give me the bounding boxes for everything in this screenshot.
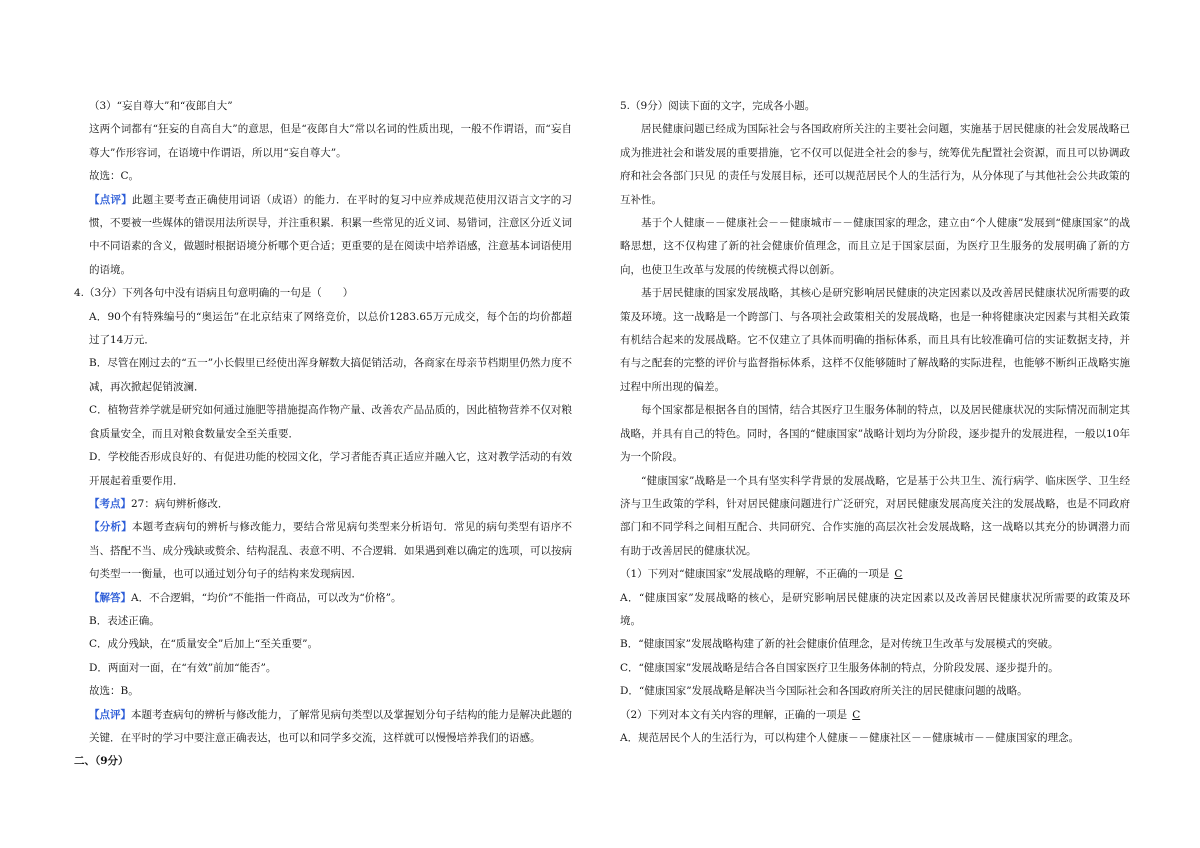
question-4-option-c: C．植物营养学就是研究如何通过施肥等措施提高作物产量、改善农产品品质的，因此植物营养不仅对粮食质量安全，而且对粮食数量安全至关重要． — [89, 404, 572, 440]
item3-title: （3）“妄自尊大”和“夜郎自大” — [89, 100, 233, 112]
jieda-text: A．不合逻辑，“均价”不能指一件商品，可以改为“价格”。 — [131, 591, 402, 604]
subquestion-1-option-c: C．“健康国家”发展战略是结合各自国家医疗卫生服务体制的特点，分阶段发展、逐步提升的。 — [620, 661, 1059, 674]
section-2-heading: 二、（9分） — [74, 755, 129, 768]
subquestion-2-option-a: A．规范居民个人的生活行为，可以构建个人健康－－健康社区－－健康城市－－健康国家的理念。 — [620, 731, 1080, 744]
subquestion-1-answer: C — [894, 568, 903, 581]
kaodian-tag: 【考点】 — [89, 497, 131, 510]
fenxi-tag: 【分析】 — [89, 521, 132, 534]
comment2-tag: 【点评】 — [89, 708, 131, 721]
subquestion-1-text: （1）下列对“健康国家”发展战略的理解，不正确的一项是 — [620, 568, 890, 581]
item3-choice: 故选：C。 — [89, 170, 140, 183]
question-4-option-b: B．尽管在刚过去的“五一”小长假里已经使出浑身解数大搞促销活动，各商家在母亲节档期里仍然力度不减，再次掀起促销波澜． — [89, 357, 572, 393]
question-5-stem: 5.（9分）阅读下面的文字，完成各小题。 — [620, 100, 816, 112]
passage-paragraph-5: “健康国家”战略是一个具有坚实科学背景的发展战略，它是基于公共卫生、流行病学、临床医学、卫生经济与卫生政策的学科，针对居民健康问题进行广泛研究，对居民健康发展高度关注的发展战略，也是不同政府部门和不同学科之间相互配合、共同研究、合作实施的高层次社会发展战略，这一战略以其充分的协调潜力而有助于改善居民的健康状况。 — [620, 474, 1130, 557]
kaodian-paragraph — [74, 493, 572, 516]
subquestion-1-option-b: B．“健康国家”发展战略构建了新的社会健康价值理念，是对传统卫生改革与发展模式的突破。 — [620, 638, 1059, 651]
subquestion-2-text: （2）下列对本文有关内容的理解，正确的一项是 — [620, 708, 848, 721]
subquestion-1-option-a: A．“健康国家”发展战略的核心，是研究影响居民健康的决定因素以及改善居民健康状况所需要的政策及环境。 — [620, 591, 1130, 627]
passage-paragraph-1: 居民健康问题已经成为国际社会与各国政府所关注的主要社会问题，实施基于居民健康的社会发展战略已成为推进社会和谐发展的重要措施，它不仅可以促进全社会的参与，统筹优先配置社会资源，而且可以协调政府和社会各部门只见 的责任与发展目标，还可以规范居民个人的生活行为，从分体现了与其他社会公共政策的互补性。 — [620, 123, 1130, 206]
jieda-tag: 【解答】 — [89, 591, 131, 604]
comment-paragraph — [74, 189, 572, 283]
comment2-paragraph — [74, 704, 572, 751]
subquestion-1-stem — [620, 563, 1130, 586]
fenxi-text: 本题考查病句的辨析与修改能力，要结合常见病句类型来分析语句．常见的病句类型有语序不当、搭配不当、成分残缺或赘余、结构混乱、表意不明、不合逻辑．如果遇到难以确定的选项，可以按病句类型一一衡量，也可以通过划分句子的结构来发现病因． — [89, 521, 573, 581]
passage-paragraph-4: 每个国家都是根据各自的国情，结合其医疗卫生服务体制的特点，以及居民健康状况的实际情况而制定其战略，并具有自己的特色。同时，各国的“健康国家”战略计划均为分阶段，逐步提升的发展进程，一般以10年为一个阶段。 — [620, 404, 1130, 464]
passage-paragraph-2: 基于个人健康－－健康社会－－健康城市－－健康国家的理念，建立由“个人健康”发展到“健康国家”的战略思想，这不仅构建了新的社会健康价值理念，而且立足于国家层面，为医疗卫生服务的发展明确了新的方向，也使卫生改革与发展的传统模式得以创新。 — [620, 217, 1130, 276]
left-column — [74, 95, 572, 774]
comment-tag: 【点评】 — [89, 193, 132, 206]
fenxi-paragraph — [74, 516, 572, 586]
right-column — [620, 95, 1130, 750]
subquestion-2-answer: C — [852, 708, 861, 721]
jieda-b: B．表述正确。 — [89, 614, 160, 627]
question-4-choice: 故选：B。 — [89, 685, 139, 698]
subquestion-2-stem — [620, 704, 1130, 727]
passage-paragraph-3: 基于居民健康的国家发展战略，其核心是研究影响居民健康的决定因素以及改善居民健康状况所需要的政策及环境。这一战略是一个跨部门、与各项社会政策相关的发展战略，也是一种将健康决定因素与其相关政策有机结合起来的发展战略。它不仅建立了具体而明确的指标体系，而且具有比较准确可信的实证数据支持，并有与之配套的完整的评价与监督指标体系，这样不仅能够随时了解战略的实际进程，也能够不断纠正战略实施过程中所出现的偏差。 — [620, 287, 1130, 393]
comment-text: 此题主要考查正确使用词语（成语）的能力．在平时的复习中应养成规范使用汉语言文字的习惯，不要被一些媒体的错误用法所误导，并注重积累．积累一些常见的近义词、易错词，注意区分近义词中不同语素的含义，做题时根据语境分析哪个更合适；更重要的是在阅读中培养语感，注意基本词语使用的语境。 — [89, 193, 573, 276]
subquestion-1-option-d: D．“健康国家”发展战略是解决当今国际社会和各国政府所关注的居民健康问题的战略。 — [620, 685, 1028, 698]
comment2-text: 本题考查病句的辨析与修改能力，了解常见病句类型以及掌握划分句子结构的能力是解决此题的关键．在平时的学习中要注意正确表达，也可以和同学多交流，这样就可以慢慢培养我们的语感。 — [89, 708, 572, 744]
jieda-c: C．成分残缺，在“质量安全”后加上“至关重要”。 — [89, 638, 319, 651]
kaodian-text: 27：病句辨析修改． — [131, 497, 229, 510]
question-4-option-a: A．90个有特殊编号的“奥运缶”在北京结束了网络竞价，以总价1283.65万元成交，每个缶的均价都超过了14万元． — [89, 310, 572, 347]
question-4-stem: 4.（3分）下列各句中没有语病且句意明确的一句是（ ） — [74, 287, 354, 300]
jieda-paragraph — [74, 587, 572, 610]
item3-body: 这两个词都有“狂妄的自高自大”的意思，但是“夜郎自大”常以名词的性质出现，一般不作谓语，而“妄自尊大”作形容词，在语境中作谓语，所以用“妄自尊大”。 — [89, 123, 572, 159]
jieda-d: D．两面对一面，在“有效”前加“能否”。 — [89, 661, 277, 674]
question-4-option-d: D．学校能否形成良好的、有促进功能的校园文化，学习者能否真正适应并融入它，这对教学活动的有效开展起着重要作用． — [89, 451, 572, 487]
